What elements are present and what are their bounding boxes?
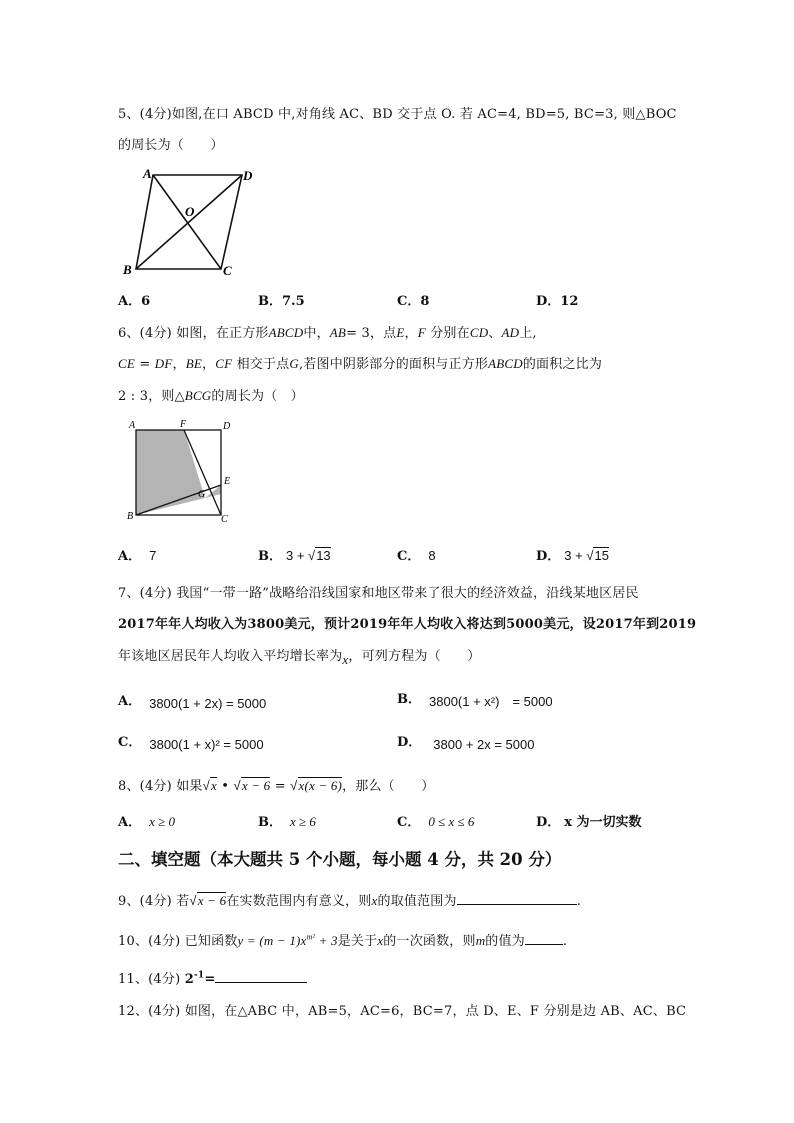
- label-g: G: [198, 489, 206, 500]
- q5-parallelogram-figure: [118, 165, 268, 280]
- label-o: O: [185, 204, 195, 219]
- label-b: B: [123, 262, 132, 277]
- q6-stem-line3: 2 : 3，则△BCG的周长为（ ）: [118, 388, 304, 404]
- q6-square-figure: [118, 415, 248, 527]
- q8-option-d: D． x 为一切实数: [536, 815, 642, 830]
- q11-stem: 11、(4分) $2^{-1}=$: [118, 968, 307, 987]
- label-a: A: [129, 420, 136, 431]
- q6-option-b: B． 3 + √13: [258, 548, 331, 564]
- label-d: D: [223, 421, 231, 432]
- q7-stem-line1: 7、(4分) 我国“一带一路”战略给沿线国家和地区带来了很大的经济效益，沿线某地区居民: [118, 586, 639, 601]
- q7-option-b: B． 3800(1 + x²) = 5000: [397, 692, 553, 709]
- label-e: E: [224, 476, 231, 487]
- diagonal-ac: [153, 175, 221, 269]
- q5-option-d: D．12: [536, 294, 579, 309]
- q12-stem-line1: 12、(4分) 如图，在△ABC 中，AB=5，AC=6，BC=7，点 D、E、F 分别是边 AB、AC、BC: [118, 1004, 687, 1019]
- q6-stem-line2: CE = DF，BE，CF 相交于点G,若图中阴影部分的面积与正方形ABCD的面积之比为: [118, 356, 603, 372]
- q7-stem-line2: 2017年年人均收入为3800美元，预计2019年年人均收入将达到5000美元，设2017年到2019: [118, 617, 697, 632]
- q8-option-b: B． x ≥ 6: [258, 814, 316, 830]
- q8-option-a: A． x ≥ 0: [118, 814, 175, 830]
- q7-stem-line3: 年该地区居民年人均收入平均增长率为x，可列方程为（ ）: [118, 649, 481, 667]
- label-a: A: [143, 166, 152, 181]
- q8-option-c: C． 0 ≤ x ≤ 6: [397, 814, 475, 830]
- q7-option-c: C． 3800(1 + x)² = 5000: [118, 735, 264, 752]
- q5-stem-line1: 5、(4分)如图,在口 ABCD 中,对角线 AC、BD 交于点 O. 若 AC=4, BD=5, BC=3, 则△BOC: [118, 107, 677, 122]
- q6-stem-line1: 6、(4分) 如图，在正方形ABCD中，AB= 3，点E，F 分别在CD、AD上,: [118, 325, 537, 341]
- label-c: C: [223, 263, 232, 278]
- q6-option-d: D． 3 + √15: [536, 548, 609, 564]
- label-f: F: [180, 419, 187, 430]
- q6-option-a: A． 7: [118, 548, 157, 564]
- section-2-heading: 二、填空题（本大题共 5 个小题，每小题 4 分，共 20 分）: [118, 850, 562, 869]
- label-c: C: [221, 514, 228, 525]
- q7-option-a: A． 3800(1 + 2x) = 5000: [118, 694, 267, 711]
- q6-option-c: C． 8: [397, 548, 436, 564]
- q11-answer-blank[interactable]: [215, 970, 307, 983]
- q8-stem: 8、(4分) 如果√x • √x − 6 = √x(x − 6)，那么（ ）: [118, 778, 435, 794]
- q10-stem: 10、(4分) 已知函数$y = (m - 1)x^{m^2} + 3$是关于x的一次函数，则m的值为 .: [118, 932, 568, 949]
- label-d: D: [243, 168, 253, 183]
- q9-stem: 9、(4分) 若√x − 6在实数范围内有意义，则x的取值范围为 .: [118, 893, 582, 909]
- q5-option-b: B．7.5: [258, 294, 305, 309]
- q9-answer-blank[interactable]: [457, 892, 577, 905]
- q5-stem-line2: 的周长为（ ）: [118, 138, 224, 153]
- q7-option-d: D． 3800 + 2x = 5000: [397, 735, 535, 752]
- diagonal-bd: [136, 175, 242, 269]
- label-b: B: [127, 511, 134, 522]
- q10-answer-blank[interactable]: [525, 932, 563, 945]
- q5-option-c: C．8: [397, 294, 430, 309]
- q5-option-a: A．6: [118, 294, 151, 309]
